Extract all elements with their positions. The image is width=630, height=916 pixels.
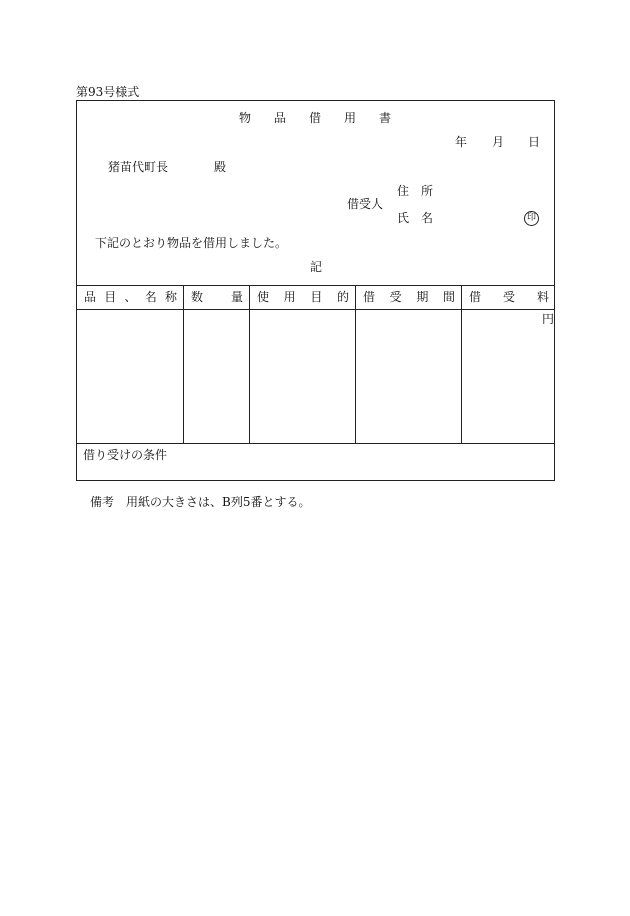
header-char: 名: [144, 290, 157, 304]
seal-mark: 印: [524, 211, 539, 226]
addressee-name: 猪苗代町長: [108, 160, 169, 174]
date-year: 年: [455, 135, 468, 149]
header-char: 受: [389, 290, 402, 304]
borrower-name-label: 氏 名: [397, 211, 434, 225]
borrowing-form: [76, 100, 555, 481]
form-title: [239, 112, 391, 124]
table-bottom-line: [77, 443, 554, 444]
header-period: [363, 291, 455, 303]
title-char: 品: [273, 111, 286, 125]
header-char: 品: [84, 290, 97, 304]
date-month: 月: [492, 135, 505, 149]
ki-label: 記: [310, 260, 323, 274]
header-char: 借: [469, 290, 482, 304]
borrower-label: 借受人: [347, 197, 384, 211]
header-char: 目: [104, 290, 117, 304]
addressee-honorific: 殿: [214, 160, 227, 174]
table-header-line: [77, 309, 554, 310]
header-char: 料: [536, 290, 549, 304]
column-divider: [355, 285, 356, 443]
column-divider: [183, 285, 184, 443]
borrower-address-label: 住 所: [397, 184, 434, 198]
header-char: 使: [257, 290, 270, 304]
form-number: 第93号様式: [76, 85, 140, 99]
header-fee: [469, 291, 549, 303]
header-purpose: [257, 291, 349, 303]
header-char: 受: [502, 290, 515, 304]
title-char: 書: [378, 111, 391, 125]
title-char: 用: [343, 111, 356, 125]
column-divider: [249, 285, 250, 443]
header-char: 目: [310, 290, 323, 304]
header-item-name: [84, 291, 177, 303]
statement-text: 下記のとおり物品を借用しました。: [95, 236, 288, 250]
title-char: 物: [239, 111, 252, 125]
header-char: 、: [124, 290, 137, 304]
date-day: 日: [528, 135, 541, 149]
header-char: 期: [416, 290, 429, 304]
header-char: 用: [283, 290, 296, 304]
table-top-line: [77, 285, 554, 286]
column-divider: [461, 285, 462, 443]
title-char: 借: [308, 111, 321, 125]
header-char: 称: [164, 290, 177, 304]
header-char: 間: [442, 290, 455, 304]
header-quantity: [191, 291, 243, 303]
fee-unit: 円: [542, 312, 555, 326]
header-char: 量: [230, 290, 243, 304]
header-char: 数: [191, 290, 204, 304]
remarks-text: 備考 用紙の大きさは、B列5番とする。: [90, 495, 311, 509]
conditions-label: 借り受けの条件: [83, 448, 168, 462]
header-char: 的: [336, 290, 349, 304]
header-char: 借: [363, 290, 376, 304]
